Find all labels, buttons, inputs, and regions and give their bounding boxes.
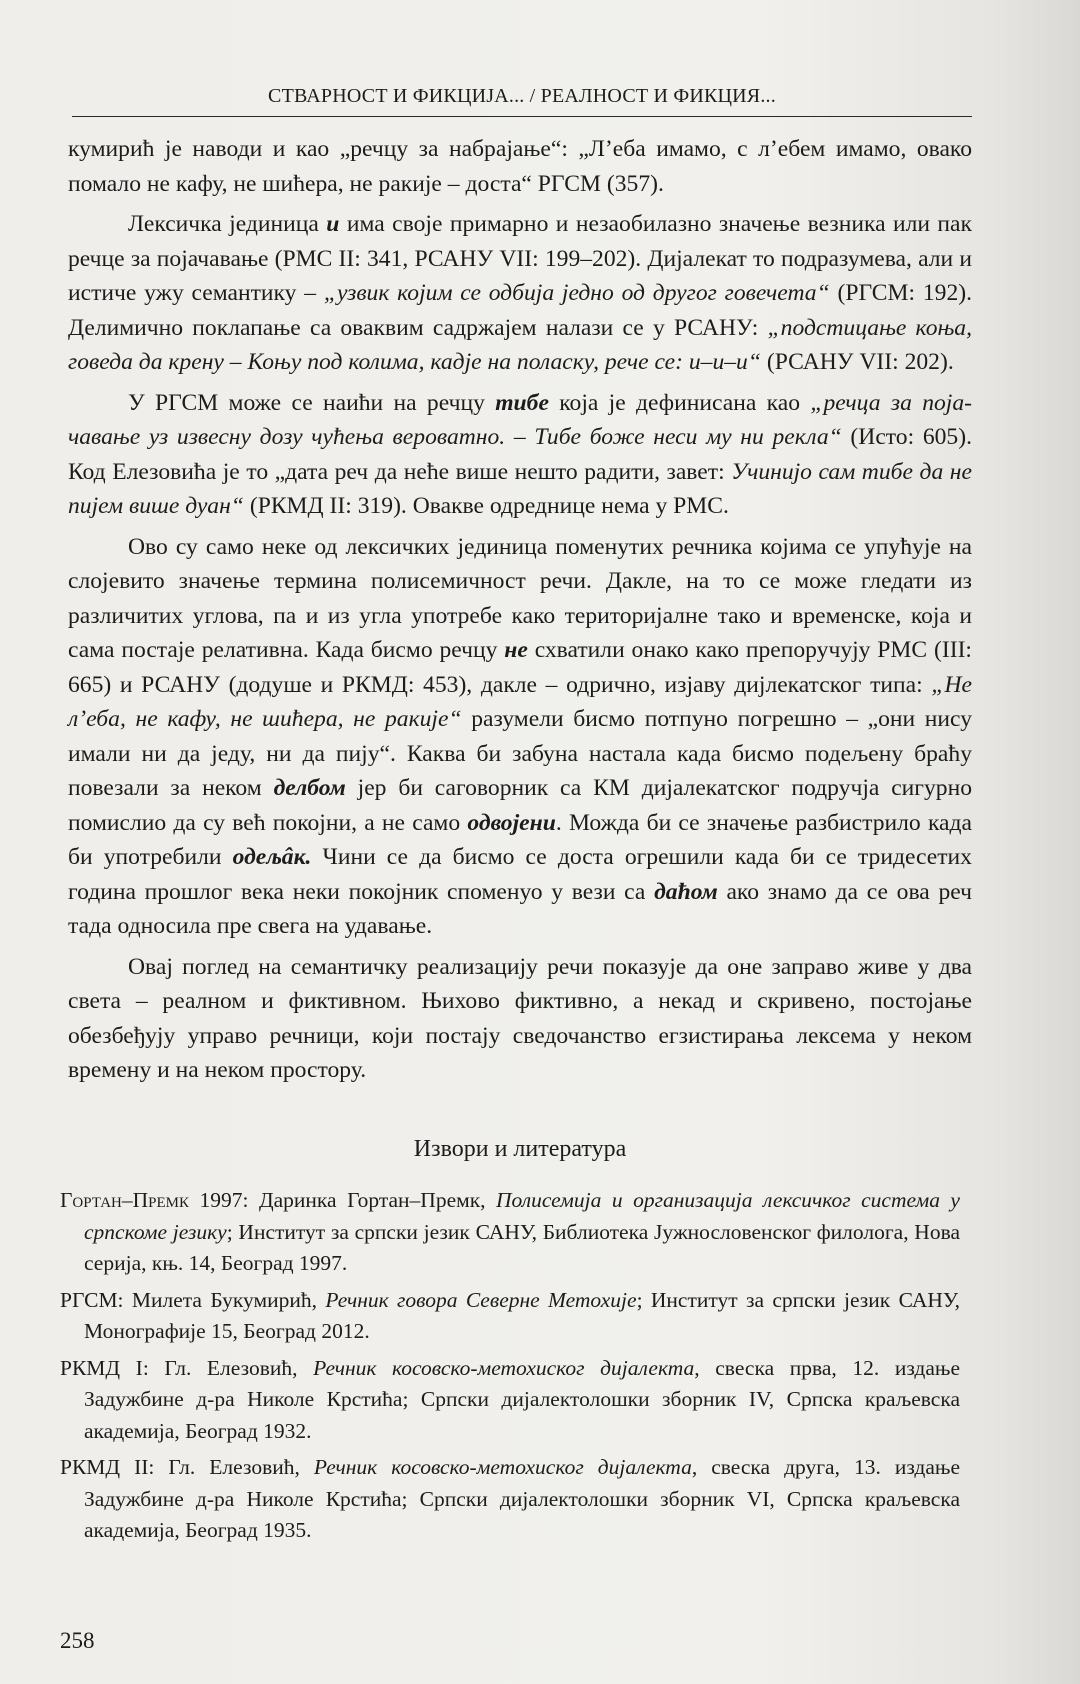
text-run: 1997: Даринка Гортан–Премк, [189,1188,497,1212]
emphasized-text: одвојени [467,809,556,836]
body-paragraph [68,950,972,1088]
text-run: (Исто: 605). Код Елезовића је то „дата реч да неће више нешто радити, завет: [68,424,972,485]
emphasized-text: „Не л’еба, не кафу, не шићера, не ракије“ [68,671,972,732]
text-run: . Можда би се значење разбистрило када би употребили [68,809,972,870]
body-paragraph [68,386,972,524]
page-number: 258 [60,1628,95,1653]
text-run: (РСАНУ VII: 202). [760,349,954,375]
text-run: РКМД I: Гл. Елезовић, [60,1355,314,1380]
text-run: кумирић је наводи и као „речцу за набрајање“: „Л’еба имамо, с л’ебем имамо, овако помало не кафу, не шићера, не ракије – доста“ РГСМ (357). [68,136,972,197]
emphasized-text: Гортан–Премк [60,1188,189,1212]
text-run: Ово су само неке од лексичких јединица поменутих речника којима се упућује на слојевито значење термина полисемичност речи. Дакле, на то се може гледати из различитих углова, па и из угла употребе како територијалне тако и временске, која и сама постаје релативна. Када бисмо речцу [68,533,972,663]
text-run: схватили онако како препоручују РМС (III: 665) и РСАНУ (додуше и РКМД: 453), дакле – одрично, изјаву дијлекатског типа: [68,637,972,698]
emphasized-text: Речник косовско-метохиског дијалекта [313,1355,695,1380]
text-run: ако знамо да се ова реч тада односила пре свега на удавање. [68,878,972,939]
emphasized-text: „речца за појачавање уз извесну дозу чућења вероватно. – Тибе боже неси му ни рекла“ [68,389,973,450]
reference-entry [60,1452,960,1547]
emphasized-text: делбом [273,775,346,801]
reference-entry [60,1185,960,1280]
emphasized-text: и [326,211,340,237]
text-run: (РКМД II: 319). Овакве одреднице нема у РМС. [243,493,729,519]
body-paragraph [68,530,972,944]
body-paragraph [68,207,972,380]
emphasized-text: „узвик којим се одбија једно од другог говечета“ [323,280,830,306]
text-run: јер би саговорник са КМ дијалекатског подручја сигурно помислио да су већ покојни, а не само [68,775,972,836]
text-run: ; Институт за српски језик САНУ, Монографије 15, Београд 2012. [84,1287,960,1343]
text-run: , свеска друга, 13. издање Задужбине д-ра Николе Крстића; Српски дијалектолошки зборник VI, Српска краљевска академија, Београд 1935. [84,1455,961,1542]
text-run: У РГСМ може се наићи на речцу [128,389,496,416]
reference-entry [60,1353,960,1448]
text-run: Лексичка јединица [128,211,327,237]
text-run: има своје примарно и незаобилазно значење везника или пак речце за појачавање (РМС II: 341, РСАНУ VII: 199–202). Дијалекат то подразумева, али и истиче ужу семантику – [68,211,972,306]
emphasized-text: Учинијо сам тибе да не пијем више дуан“ [68,458,972,519]
body-text [68,132,972,1088]
reference-entry [60,1285,960,1348]
header-rule [72,116,972,117]
text-run: (РГСМ: 192). Делимично поклапање са оваквим садржајем налази се у РСАНУ: [68,280,972,341]
emphasized-text: не [504,637,528,663]
text-run: разумели бисмо потпуно погрешно – „они нису имали ни да једу, ни да пију“. Каква би забуна настала када бисмо подељену браћу повезали за неком [68,706,973,801]
text-run: која је дефинисана као [548,389,811,416]
text-run: РГСМ: Милета Букумирић, [60,1287,326,1312]
emphasized-text: тибе [495,389,549,416]
references-list [60,1185,960,1552]
running-header: СТВАРНОСТ И ФИКЦИЈА... / РЕАЛНОСТ И ФИКЦИЯ... [268,85,776,107]
text-run: , свеска прва, 12. издање Задужбине д-ра Николе Крстића; Српски дијалектолошки зборник IV, Српска краљевска академија, Београд 1932. [84,1355,961,1443]
text-run: ; Институт за српски језик САНУ, Библиотека Јужнословенског филолога, Нова серија, књ. 14, Београд 1997. [84,1219,960,1275]
emphasized-text: Речник говора Северне Метохије [325,1287,637,1312]
body-paragraph [68,132,972,201]
emphasized-text: даћом [654,878,718,905]
emphasized-text: одељâк. [232,844,312,870]
text-run: Овај поглед на семантичку реализацију речи показује да оне заправо живе у два света – реалном и фиктивном. Њихово фиктивно, а некад и скривено, постојање обезбеђују управо речници, који постају сведочанство егзистирања лексема у неком времену и на неком простору. [68,953,972,1083]
emphasized-text: Речник косовско-метохиског дијалекта [313,1455,692,1479]
emphasized-text: Полисемија и организација лексичког система у српскоме језику [84,1188,960,1244]
emphasized-text: „подстицање коња, говеда да крену – Коњу под колима, кадје на поласку, рече се: и–и–и“ [68,314,972,375]
section-title: Извори и литература [413,1136,627,1162]
text-run: РКМД II: Гл. Елезовић, [60,1455,314,1479]
text-run: Чини се да бисмо се доста огрешили када би се тридесетих година прошлог века неки покојник споменуо у вези са [68,844,972,905]
